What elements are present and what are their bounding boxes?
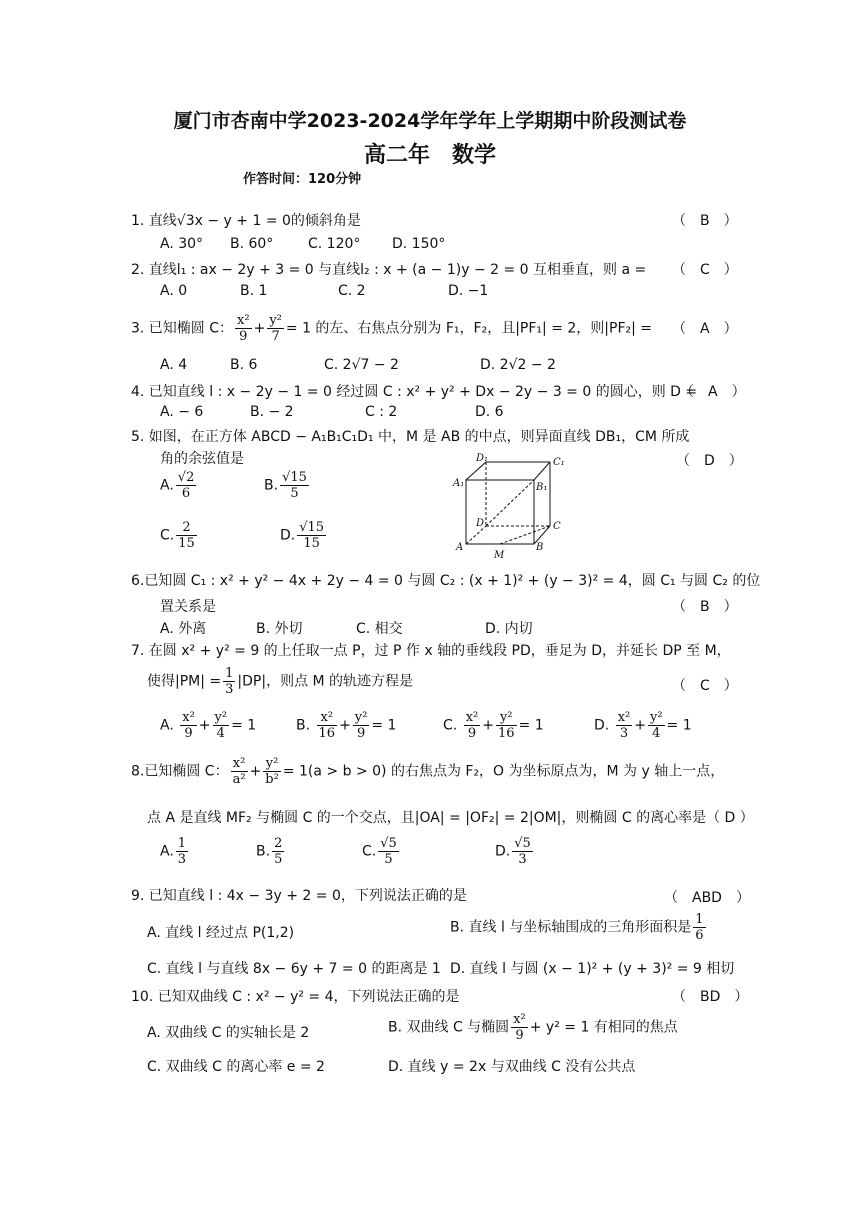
q8-option-c: C. $\frac{√5}{5}$ (362, 836, 397, 867)
q10-option-d: D. 直线 y = 2x 与双曲线 C 没有公共点 (388, 1059, 636, 1075)
q6-option-b: B. 外切 (256, 621, 303, 637)
question-9-answer: （ ABD ） (664, 890, 750, 906)
label-c: C (553, 521, 561, 532)
q3-option-b: B. 6 (230, 357, 258, 373)
q7-option-d: D. $\frac{\text{x²}}{3}$ + $\frac{\text{y²}}{4}$ = 1 (594, 710, 692, 741)
q8-option-d: D. $\frac{√5}{3}$ (495, 836, 531, 867)
label-d: D (476, 518, 485, 529)
q2-option-c: C. 2 (338, 283, 366, 299)
q1-option-d: D. 150° (392, 236, 446, 252)
q4-option-d: D. 6 (475, 404, 504, 420)
q1-option-b: B. 60° (230, 236, 274, 252)
q9-option-d: D. 直线 l 与圆 (x − 1)² + (y + 3)² = 9 相切 (450, 961, 735, 977)
q6-option-c: C. 相交 (356, 621, 403, 637)
question-10-answer: （ BD ） (672, 989, 749, 1005)
q2-option-a: A. 0 (160, 283, 188, 299)
label-a: A (456, 542, 464, 553)
question-7-line2: 使得|PM| = $\frac{1}{3}$ |DP|，则点 M 的轨迹方程是 (147, 666, 414, 697)
question-2-answer: （ C ） (672, 262, 738, 278)
q3-fraction-x: $\frac{\text{x²}}{9}$ (237, 313, 250, 344)
q5-option-c: C. $\frac{2}{15}$ (160, 520, 195, 551)
q2-option-b: B. 1 (240, 283, 268, 299)
q3-text-a: 3. 已知椭圆 C： (131, 320, 234, 337)
q3-option-a: A. 4 (160, 357, 188, 373)
q5-option-d: D. $\frac{√15}{15}$ (280, 520, 325, 551)
cube-figure (450, 452, 580, 562)
q8-option-a: A. $\frac{1}{3}$ (160, 836, 187, 867)
label-m: M (494, 550, 505, 561)
label-a1: A₁ (453, 478, 465, 489)
question-6: 6.已知圆 C₁ : x² + y² − 4x + 2y − 4 = 0 与圆 C₂ : (x + 1)² + (y − 3)² = 4，圆 C₁ 与圆 C₂ 的位 (131, 573, 761, 589)
exam-title: 厦门市杏南中学2023-2024学年学年上学期期中阶段测试卷 (173, 110, 687, 132)
question-8: 8.已知椭圆 C： $\frac{\text{x²}}{\text{a²}}$ + $\frac{\text{y²}}{\text{b²}}$ = 1(a > b > 0) 的右焦点为 F₂，O 为坐标原点为，M 为 y 轴上一点， (131, 756, 725, 787)
label-b: B (536, 542, 544, 553)
question-7-answer: （ C ） (672, 678, 738, 694)
q10-option-c: C. 双曲线 C 的离心率 e = 2 (147, 1059, 325, 1075)
q7-option-c: C. $\frac{\text{x²}}{9}$ + $\frac{\text{y²}}{16}$ = 1 (443, 710, 544, 741)
exam-subtitle: 高二年 数学 (363, 143, 496, 168)
q8-option-b: B. $\frac{2}{5}$ (256, 836, 283, 867)
q10-option-a: A. 双曲线 C 的实轴长是 2 (147, 1025, 310, 1041)
question-8-line2: 点 A 是直线 MF₂ 与椭圆 C 的一个交点，且|OA| = |OF₂| = 2|OM|，则椭圆 C 的离心率是（ D ） (147, 810, 754, 826)
q1-option-c: C. 120° (308, 236, 361, 252)
question-1: 1. 直线√3x − y + 1 = 0的倾斜角是 (131, 213, 361, 229)
question-6-line2: 置关系是 (160, 599, 216, 615)
question-4: 4. 已知直线 l : x − 2y − 1 = 0 经过圆 C : x² + y² + Dx − 2y − 3 = 0 的圆心，则 D = (131, 384, 698, 400)
label-b1: B₁ (536, 482, 548, 493)
question-3-answer: （ A ） (672, 321, 738, 337)
q5-option-a: A. $\frac{√2}{6}$ (160, 470, 195, 501)
q4-option-c: C : 2 (365, 404, 398, 420)
q2-option-d: D. −1 (448, 283, 489, 299)
question-6-answer: （ B ） (672, 599, 738, 615)
label-c1: C₁ (553, 457, 565, 468)
q10-option-b: B. 双曲线 C 与椭圆 $\frac{\text{x²}}{9}$ + y² = 1 有相同的焦点 (388, 1012, 678, 1043)
question-7: 7. 在圆 x² + y² = 9 的上任取一点 P，过 P 作 x 轴的垂线段 PD，垂足为 D，并延长 DP 至 M， (131, 643, 731, 659)
q5-option-b: B. $\frac{√15}{5}$ (264, 470, 307, 501)
q9-option-c: C. 直线 l 与直线 8x − 6y + 7 = 0 的距离是 1 (147, 961, 441, 977)
question-4-answer: （ A ） (680, 384, 746, 400)
q4-option-a: A. − 6 (160, 404, 204, 420)
q7-option-a: A. $\frac{\text{x²}}{9}$ + $\frac{\text{y²}}{4}$ = 1 (160, 710, 257, 741)
q7-option-b: B. $\frac{\text{x²}}{16}$ + $\frac{\text{y²}}{9}$ = 1 (296, 710, 397, 741)
q6-option-d: D. 内切 (485, 621, 533, 637)
time-note: 作答时间：120分钟 (243, 172, 362, 187)
question-1-answer: （ B ） (672, 213, 738, 229)
q3-option-c: C. 2√7 − 2 (324, 357, 399, 373)
question-5: 5. 如图，在正方体 ABCD − A₁B₁C₁D₁ 中，M 是 AB 的中点，则异面直线 DB₁，CM 所成 (131, 429, 690, 445)
q1-option-a: A. 30° (160, 236, 204, 252)
q6-option-a: A. 外离 (160, 621, 207, 637)
question-9: 9. 已知直线 l : 4x − 3y + 2 = 0，下列说法正确的是 (131, 888, 467, 904)
q3-text-b: = 1 的左、右焦点分别为 F₁，F₂，且|PF₁| = 2，则|PF₂| = (285, 320, 653, 337)
question-5-answer: （ D ） (676, 453, 743, 469)
q3-option-d: D. 2√2 − 2 (480, 357, 556, 373)
question-10: 10. 已知双曲线 C : x² − y² = 4，下列说法正确的是 (131, 989, 460, 1005)
question-5-line2: 角的余弦值是 (160, 451, 244, 467)
q9-option-a: A. 直线 l 经过点 P(1,2) (147, 925, 295, 941)
q4-option-b: B. − 2 (250, 404, 294, 420)
q9-option-b: B. 直线 l 与坐标轴围成的三角形面积是 $\frac{1}{6}$ (450, 912, 704, 943)
q3-fraction-y: $\frac{\text{y²}}{7}$ (269, 313, 282, 344)
label-d1: D₁ (476, 453, 489, 464)
question-3: 3. 已知椭圆 C： $\frac{\text{x²}}{9}$ + $\frac{\text{y²}}{7}$ = 1 的左、右焦点分别为 F₁，F₂，且|PF₁| = 2，则|PF₂| = (131, 313, 653, 344)
question-2: 2. 直线l₁ : ax − 2y + 3 = 0 与直线l₂ : x + (a − 1)y − 2 = 0 互相垂直，则 a = (131, 262, 647, 278)
